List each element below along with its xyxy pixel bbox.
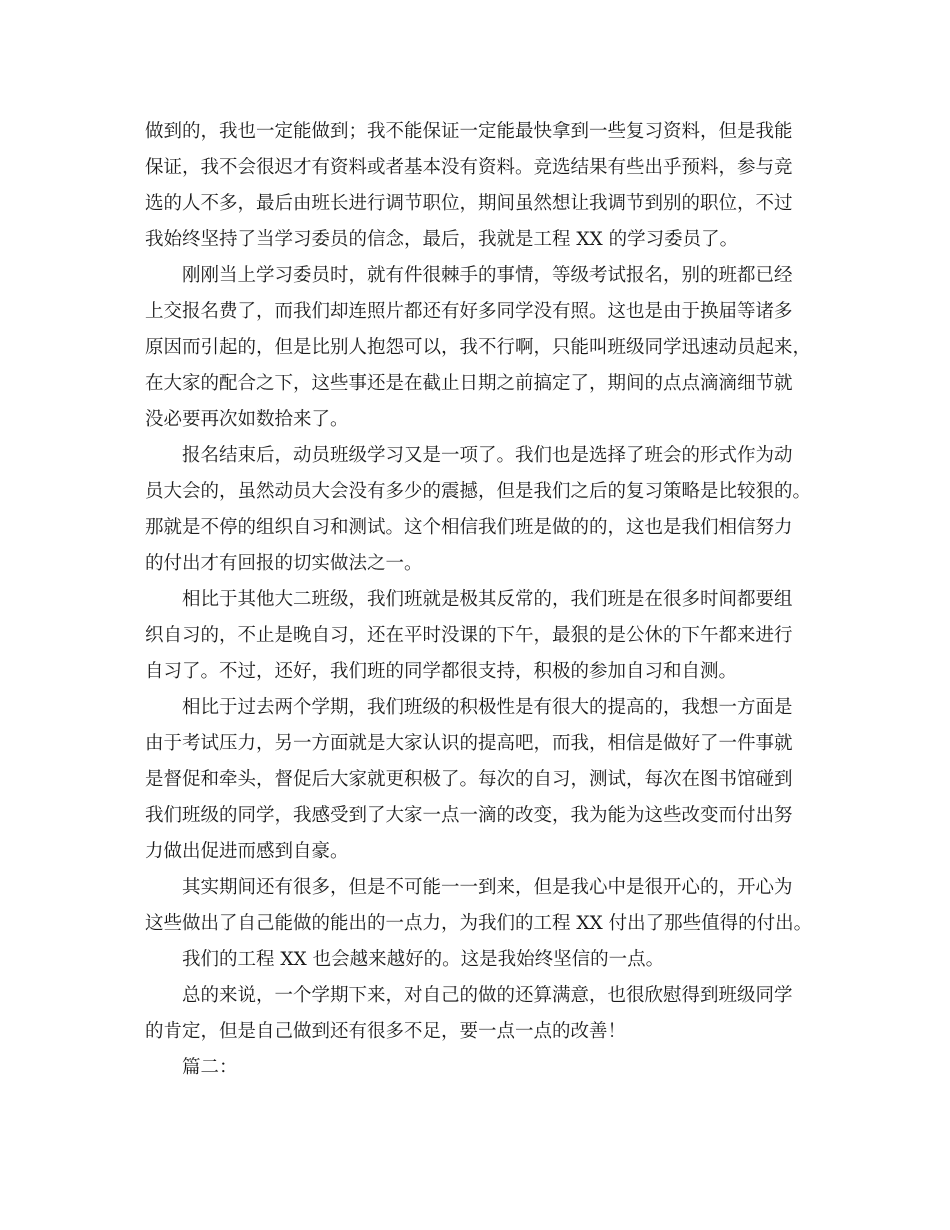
document-body (145, 114, 813, 1086)
text-line: 我们的工程 XX 也会越来越好的。这是我始终坚信的一点。 (182, 949, 665, 970)
paragraph-7 (145, 942, 805, 978)
text-line: 自习了。不过，还好，我们班的同学都很支持，积极的参加自习和自测。 (145, 661, 738, 682)
text-line: 在大家的配合之下，这些事还是在截止日期之前搞定了，期间的点点滴滴细节就 (145, 373, 793, 394)
text-line: 总的来说，一个学期下来，对自己的做的还算满意，也很欣慰得到班级同学 (182, 985, 793, 1006)
text-line: 原因而引起的，但是比别人抱怨可以，我不行啊，只能叫班级同学迅速动员起来， (145, 337, 812, 358)
text-line: 我始终坚持了当学习委员的信念，最后，我就是工程 XX 的学习委员了。 (145, 229, 739, 250)
paragraph-5 (145, 690, 805, 870)
section-heading (145, 1050, 805, 1086)
text-line: 报名结束后，动员班级学习又是一项了。我们也是选择了班会的形式作为动 (182, 445, 793, 466)
paragraph-4 (145, 582, 805, 690)
text-line: 没必要再次如数拾来了。 (145, 409, 349, 430)
text-line: 织自习的，不止是晚自习，还在平时没课的下午，最狠的是公休的下午都来进行 (145, 625, 793, 646)
paragraph-1 (145, 114, 805, 258)
paragraph-3 (145, 438, 812, 582)
text-line: 相比于其他大二班级，我们班就是极其反常的，我们班是在很多时间都要组 (182, 589, 793, 610)
text-line: 保证，我不会很迟才有资料或者基本没有资料。竞选结果有些出乎预料，参与竞 (145, 157, 793, 178)
text-line: 的肯定，但是自己做到还有很多不足，要一点一点的改善！ (145, 1021, 627, 1042)
text-line: 我们班级的同学，我感受到了大家一点一滴的改变，我为能为这些改变而付出努 (145, 805, 793, 826)
text-line: 其实期间还有很多，但是不可能一一到来，但是我心中是很开心的，开心为 (182, 877, 793, 898)
text-line: 相比于过去两个学期，我们班级的积极性是有很大的提高的，我想一方面是 (182, 697, 793, 718)
section-heading-text: 篇二： (182, 1057, 238, 1078)
text-line: 是督促和牵头，督促后大家就更积极了。每次的自习，测试，每次在图书馆碰到 (145, 769, 793, 790)
text-line: 这些做出了自己能做的能出的一点力，为我们的工程 XX 付出了那些值得的付出。 (145, 913, 813, 934)
text-line: 的付出才有回报的切实做法之一。 (145, 553, 423, 574)
text-line: 员大会的，虽然动员大会没有多少的震撼，但是我们之后的复习策略是比较狠的。 (145, 481, 812, 502)
paragraph-6 (145, 870, 813, 942)
text-line: 刚刚当上学习委员时，就有件很棘手的事情，等级考试报名，别的班都已经 (182, 265, 793, 286)
text-line: 上交报名费了，而我们却连照片都还有好多同学没有照。这也是由于换届等诸多 (145, 301, 793, 322)
text-line: 由于考试压力，另一方面就是大家认识的提高吧，而我，相信是做好了一件事就 (145, 733, 793, 754)
text-line: 做到的，我也一定能做到；我不能保证一定能最快拿到一些复习资料，但是我能 (145, 121, 793, 142)
text-line: 力做出促进而感到自豪。 (145, 841, 349, 862)
text-line: 那就是不停的组织自习和测试。这个相信我们班是做的的，这也是我们相信努力 (145, 517, 793, 538)
paragraph-2 (145, 258, 812, 438)
paragraph-8 (145, 978, 805, 1050)
text-line: 选的人不多，最后由班长进行调节职位，期间虽然想让我调节到别的职位，不过 (145, 193, 793, 214)
